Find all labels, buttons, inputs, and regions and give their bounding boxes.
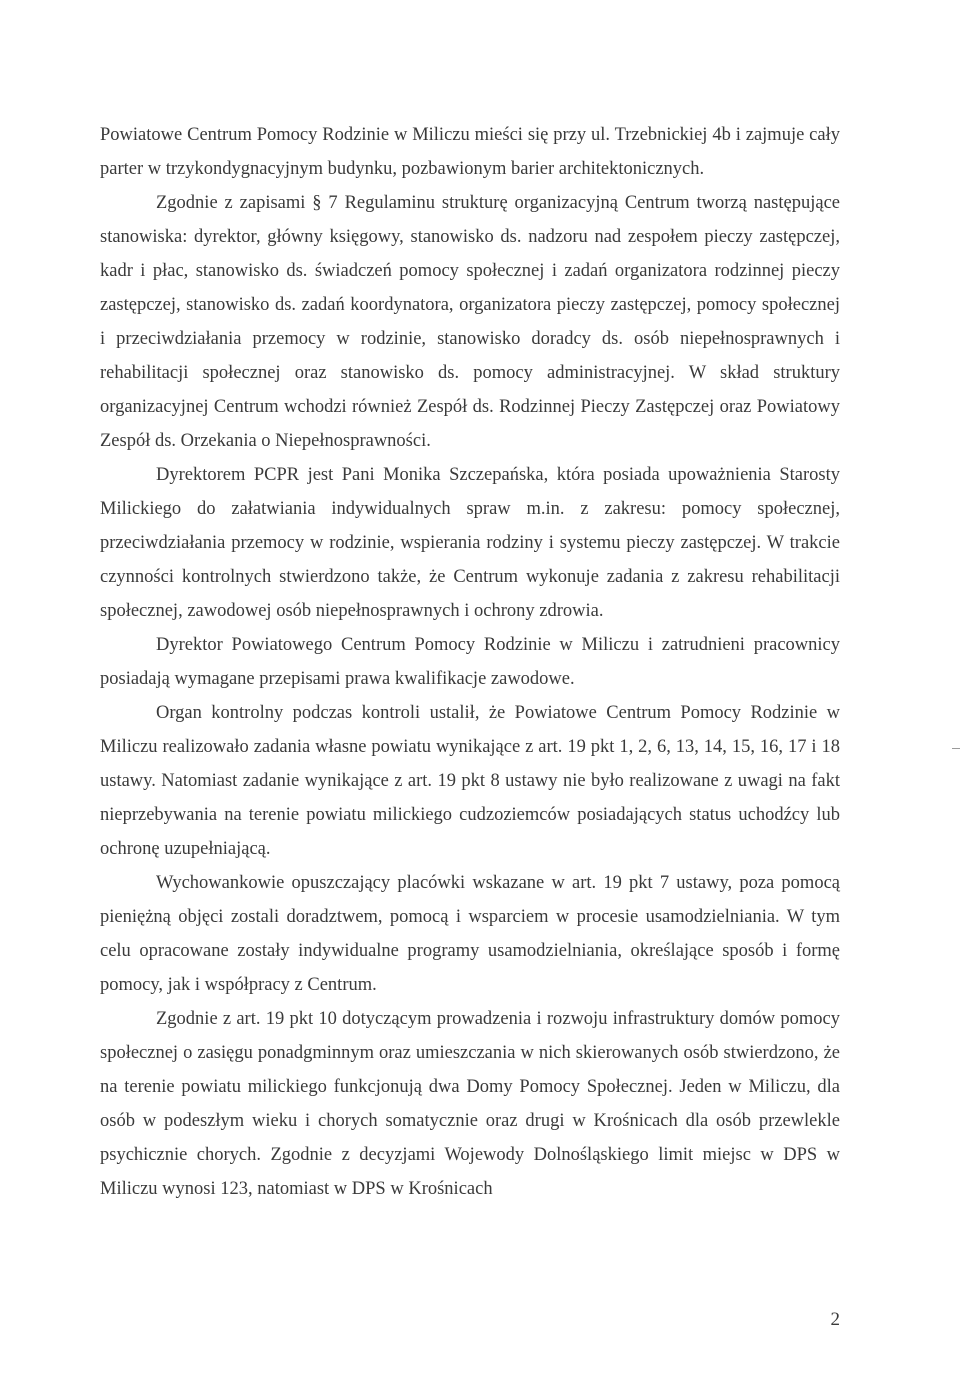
paragraph-director-authorizations: Dyrektorem PCPR jest Pani Monika Szczepańska, która posiada upoważnienia Starosty Milickiego do załatwiania indywidualnych spraw m.in. z zakresu: pomocy społecznej, przeciwdziałania przemocy w rodzinie, wspierania rodziny i systemu pieczy zastępczej. W trakcie czynności kontrolnych stwierdzono także, że Centrum wykonuje zadania z zakresu rehabilitacji społecznej, zawodowej osób niepełnosprawnych i ochrony zdrowia.	[100, 465, 840, 621]
page-number: 2	[830, 1309, 840, 1330]
paragraph-location: Powiatowe Centrum Pomocy Rodzinie w Miliczu mieści się przy ul. Trzebnickiej 4b i zajmuje cały parter w trzykondygnacyjnym budynku, pozbawionym barier architektonicznych.	[100, 125, 840, 179]
paragraph-inspection-findings: Organ kontrolny podczas kontroli ustalił, że Powiatowe Centrum Pomocy Rodzinie w Miliczu realizowało zadania własne powiatu wynikające z art. 19 pkt 1, 2, 6, 13, 14, 15, 16, 17 i 18 ustawy. Natomiast zadanie wynikające z art. 19 pkt 8 ustawy nie było realizowane z uwagi na fakt nieprzebywania na terenie powiatu milickiego cudzoziemców posiadających status uchodźcy lub ochronę uzupełniającą.	[100, 703, 840, 859]
paragraph-foster-leavers: Wychowankowie opuszczający placówki wskazane w art. 19 pkt 7 ustawy, poza pomocą pieniężną objęci zostali doradztwem, pomocą i wsparciem w procesie usamodzielniania. W tym celu opracowane zostały indywidualne programy usamodzielniania, określające sposób i formę pomocy, jak i współpracy z Centrum.	[100, 873, 840, 995]
paragraph-organizational-structure: Zgodnie z zapisami § 7 Regulaminu strukturę organizacyjną Centrum tworzą następujące stanowiska: dyrektor, główny księgowy, stanowisko ds. nadzoru nad zespołem pieczy zastępczej, kadr i płac, stanowisko ds. świadczeń pomocy społecznej i zadań organizatora rodzinnej pieczy zastępczej, stanowisko ds. zadań koordynatora, organizatora pieczy zastępczej, pomocy społecznej i przeciwdziałania przemocy w rodzinie, stanowisko doradcy ds. osób niepełnosprawnych i rehabilitacji społecznej oraz stanowisko ds. pomocy administracyjnej. W skład struktury organizacyjnej Centrum wchodzi również Zespół ds. Rodzinnej Pieczy Zastępczej oraz Powiatowy Zespół ds. Orzekania o Niepełnosprawności.	[100, 193, 840, 451]
paragraph-social-care-homes: Zgodnie z art. 19 pkt 10 dotyczącym prowadzenia i rozwoju infrastruktury domów pomocy społecznej o zasięgu ponadgminnym oraz umieszczania w nich skierowanych osób stwierdzono, że na terenie powiatu milickiego funkcjonują dwa Domy Pomocy Społecznej. Jeden w Miliczu, dla osób w podeszłym wieku i chorych somatycznie oraz drugi w Krośnicach dla osób przewlekle psychicznie chorych. Zgodnie z decyzjami Wojewody Dolnośląskiego limit miejsc w DPS w Miliczu wynosi 123, natomiast w DPS w Krośnicach	[100, 1009, 840, 1199]
paragraph-staff-qualifications: Dyrektor Powiatowego Centrum Pomocy Rodzinie w Miliczu i zatrudnieni pracownicy posiadają wymagane przepisami prawa kwalifikacje zawodowe.	[100, 635, 840, 689]
document-page	[100, 118, 840, 1206]
scan-edge-mark	[952, 748, 960, 749]
